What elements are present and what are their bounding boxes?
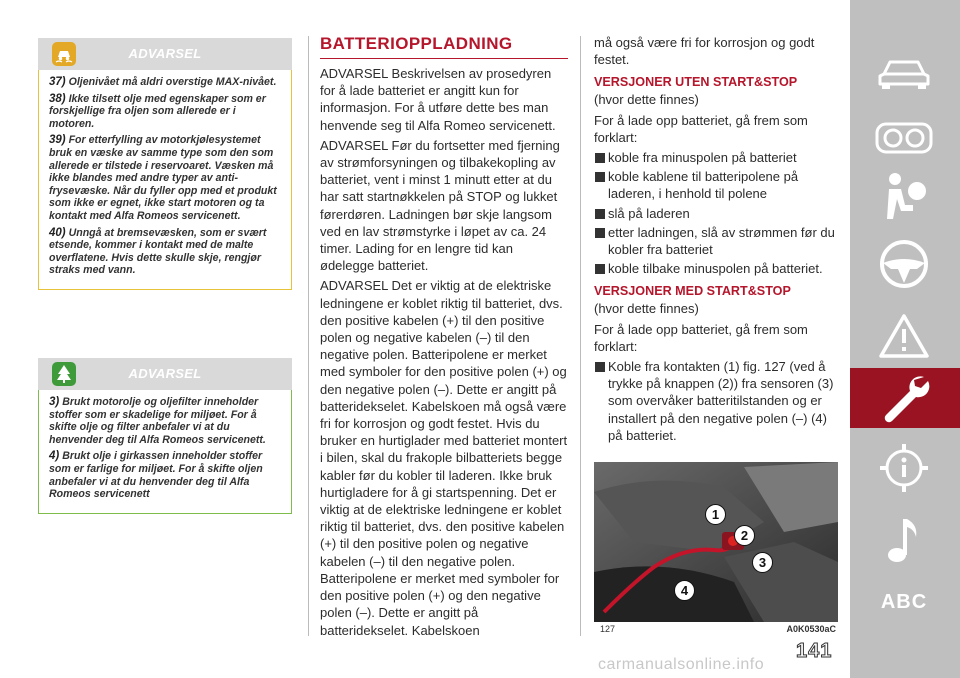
- index-label: ABC: [880, 590, 928, 613]
- airbag-icon: [879, 171, 929, 225]
- sidebar-item-technical-data[interactable]: [868, 438, 940, 498]
- list-item: Koble fra kontakten (1) fig. 127 (ved å trykke på knappen (2)) fra sensoren (3) som overvåker batteritilstanden og er installert på den negative polen (–) (4) på batteriet.: [594, 358, 839, 444]
- paragraph: ADVARSEL Det er viktig at de elektriske ledningene er koblet riktig til batteriet, dvs. den positive kabelen (+) til den positive polen og negative kabelen (–) til den negative polen. Batteripolene er merket med symboler for den positive polen (+) og den negative polen (–). Dette er angitt på batteridekselet. Kabelskoen må også være fri for korrosjon og godt festet. Hvis du bruker en hurtiglader med batteriet montert i bilen, skal du frakople bilbatteriets begge kabler før du kobler til laderen. Ikke bruk hurtigladere for å gi startspenning. Det er viktig at de elektriske ledningene er koblet riktig til batteriet, dvs. den positive kabelen (+) til den positive polen og negative kabelen (–) til den negative polen. Batteripolene er merket med symboler for den positive polen (+) og den negative polen (–). Dette er angitt på batteridekselet. Kabelskoen: [320, 278, 568, 638]
- sidebar-item-driving[interactable]: [868, 234, 940, 294]
- car-icon: [876, 54, 932, 90]
- paragraph: ADVARSEL Beskrivelsen av prosedyren for å lade batteriet er angitt kun for informasjon. For å utføre dette bes man henvende seg til Alfa Romeo servicenett.: [320, 66, 556, 133]
- warning-box-environment: [38, 358, 292, 514]
- list-item: koble tilbake minuspolen på batteriet.: [594, 260, 839, 277]
- callout-1: 1: [705, 504, 726, 525]
- warning-body: [38, 70, 292, 290]
- paragraph: For å lade opp batteriet, gå frem som forklart:: [594, 112, 808, 145]
- warning-item: 38) Ikke tilsett olje med egenskaper som er forskjellige fra oljen som allerede er i motoren.: [49, 92, 266, 130]
- list-item: koble fra minuspolen på batteriet: [594, 149, 839, 166]
- list-item: koble kablene til batteripolene på laderen, i henhold til polene: [594, 168, 839, 202]
- warning-header: [38, 38, 292, 70]
- engine-bay-illustration: [594, 462, 838, 622]
- sidebar-item-multimedia[interactable]: [868, 510, 940, 570]
- warning-box-engine: [38, 38, 292, 290]
- list-item: etter ladningen, slå av strømmen før du kobler fra batteriet: [594, 224, 839, 258]
- warning-body: [38, 390, 292, 514]
- callout-2: 2: [734, 525, 755, 546]
- warning-item: 3) Brukt motorolje og oljefilter inneholder stoffer som er skadelige for miljøet. For å skifte olje og filter anbefaler vi at du henvender deg til Alfa Romeos servicenett.: [49, 396, 266, 446]
- sidebar-item-car[interactable]: [868, 42, 940, 102]
- steering-wheel-icon: [877, 237, 931, 291]
- watermark: carmanualsonline.info: [598, 656, 765, 673]
- sidebar-item-maintenance[interactable]: [850, 368, 960, 428]
- paragraph: For å lade opp batteriet, gå frem som forklart:: [594, 321, 808, 354]
- subheading-note: (hvor dette finnes): [594, 301, 699, 317]
- warning-title: ADVARSEL: [128, 46, 202, 61]
- column-divider: [580, 36, 581, 636]
- right-column: [594, 34, 839, 446]
- chapter-sidebar: [850, 0, 960, 678]
- subheading-note: (hvor dette finnes): [594, 92, 699, 108]
- sidebar-item-index[interactable]: [868, 572, 940, 632]
- warning-header: [38, 358, 292, 390]
- sidebar-item-dashboard[interactable]: [868, 108, 940, 168]
- column-divider: [308, 36, 309, 636]
- callout-4: 4: [674, 580, 695, 601]
- warning-item: 40) Unngå at bremsevæsken, som er svært etsende, kommer i kontakt med de malte overflatene. Hvis dette skulle skje, rengjør straks med vann.: [49, 226, 267, 277]
- subsection-heading: VERSJONER MED START&STOP: [594, 284, 791, 299]
- page-number: 141: [796, 640, 833, 662]
- paragraph: ADVARSEL Før du fortsetter med fjerning av strømforsyningen og tilbakekopling av batteriet, vent i minst 1 minutt etter at du har satt startnøkkelen på STOP og lukket førerdøren. Ladningen bør skje langsom ved en lav strømstyrke i løpet av ca. 24 timer. Lading for en lengre tid kan ødelegge batteriet.: [320, 137, 560, 274]
- paragraph: må også være fri for korrosjon og godt festet.: [594, 35, 815, 68]
- section-heading: BATTERIOPPLADNING: [320, 34, 568, 59]
- warning-triangle-icon: [878, 313, 930, 359]
- warning-item: 37) Oljenivået må aldri overstige MAX-nivået.: [49, 76, 277, 88]
- callout-3: 3: [752, 552, 773, 573]
- warning-item: 4) Brukt olje i girkassen inneholder stoffer som er farlige for miljøet. For å skifte oljen anbefaler vi at du henvender deg til Alfa Romeos servicenett: [49, 450, 263, 501]
- main-column: [320, 34, 568, 642]
- sidebar-item-emergency[interactable]: [868, 306, 940, 366]
- info-gear-icon: [878, 442, 930, 494]
- list-item: slå på laderen: [594, 205, 839, 222]
- dashboard-icon: [875, 121, 933, 155]
- warning-title: ADVARSEL: [128, 366, 202, 381]
- warning-item: 39) For etterfylling av motorkjølesystemet bruk en væske av samme type som den som allerede er tilstede i reservoaret. Væsken må ikke blandes med andre typer av anti-frysevæske. Når du fyller opp med et produkt som ikke er egnet, ikke start motoren og ta kontakt med Alfa Romeos servicenett.: [49, 134, 277, 222]
- figure-caption: [594, 622, 838, 636]
- music-note-icon: [884, 515, 924, 565]
- sidebar-item-safety[interactable]: [868, 168, 940, 228]
- wrench-icon: [878, 371, 932, 425]
- figure-code: A0K0530aC: [786, 624, 836, 634]
- subsection-heading: VERSJONER UTEN START&STOP: [594, 75, 798, 90]
- battery-figure: [594, 462, 838, 622]
- figure-number: 127: [600, 624, 616, 634]
